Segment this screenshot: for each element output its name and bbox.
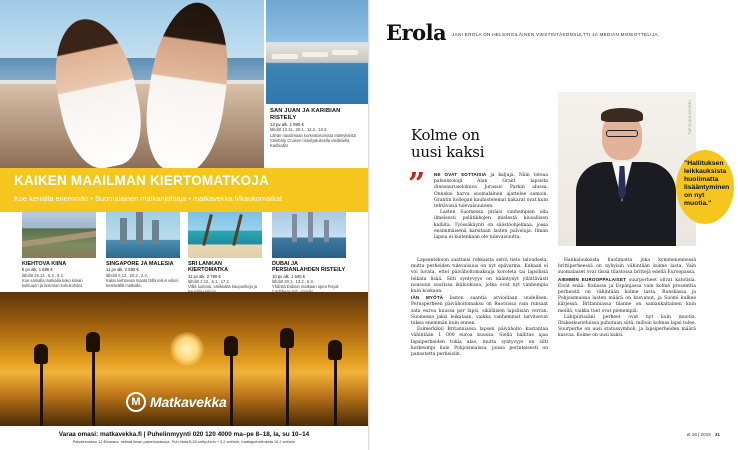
- photo-credit: TAPIO AULAVUORI: [688, 100, 692, 135]
- destination-price: 11 pv alk. 2 590 €: [106, 267, 139, 273]
- cruise-price: 13 pv alk. 1 995 €: [270, 122, 304, 128]
- article-column-left: [411, 258, 548, 358]
- destination-card-singapore: [106, 212, 180, 288]
- deck-lounger: [302, 52, 328, 57]
- cruise-title: SAN JUAN JA KARIBIAN RISTEILY: [270, 108, 341, 121]
- paragraph: suurperheet olivat katolisia. Eivät enää. Italiassa ja Espanjassa vain kolme prosenttia perheistä on vähintään kolme lasta. Ranskassa ja Pohjoismaissa lasten määrä on kasvanut, ja Suomi kulkee kärjessä. Britanniassa tilanne on samankaltainen kuin meillä, vaikka tuet ovat pienempiä.: [558, 277, 696, 314]
- destination-card-china: [22, 212, 96, 288]
- destination-dates: lähdöt 5.12., 20.2., 2.4.: [106, 272, 148, 278]
- pull-quote-bubble: [676, 150, 734, 224]
- page-number: 31: [714, 432, 720, 437]
- cruise-description: Lähde nauttimaan korkeatasoisista elämyksistä Celebrity Cruisen risteilyaluksella eteläisellä Karibialla!: [270, 132, 356, 148]
- brand-name: Matkavekka: [150, 394, 227, 410]
- deck-lounger: [332, 50, 358, 55]
- cruise-dates: lähdöt 13.11., 20.1., 12.2., 18.3.: [270, 127, 328, 133]
- destination-name: SRI LANKAN KIERTOMATKA: [188, 261, 229, 274]
- destination-list: [22, 212, 360, 292]
- headline-line: uusi kaksi: [411, 143, 485, 161]
- booking-contact: [0, 430, 368, 450]
- travel-advertisement: [0, 0, 368, 450]
- destination-dates: lähdöt 26.12., 5.3., 9.4.: [22, 272, 64, 278]
- fisherman-silhouette: [280, 328, 294, 348]
- destination-description: Villiä luontoa, värikkäitä kaupunkeja ja: [188, 284, 258, 290]
- paragraph: Lapsentekoon saattaisi rohkaista selvä tieto taloudesta, mutta perheiden tulevaisuus on nyt epävarma. Kukaan ei voi luvata, ettei päivähoitomaksuja koroteta tai lapsilisiä leikata lisää. Silti syntyvyys on kääntynyt yllättävästi nousuun suurissa ikäluokissa, jotka ovat nyt vanhempia kuin koskaan.: [411, 258, 548, 295]
- paragraph: Hankaluuksista huolimatta joka kymmenennessä brittiperheessä on nykyisin vähintään kolme lasta. Vain suomalaiset ovat tässä tilastossa brittejä edellä Euroopassa.: [558, 258, 696, 276]
- paragraph: Lähipiirissäni perheet ovat nyt kuin muotia. Iltakeskusteluissa puhutaan siitä, milloin kolmas lapsi tulee. Suurperhe on uusi statussymboli, ja lapsiperheiden määrä kasvaa. Kolme on uusi kaksi.: [558, 314, 696, 339]
- quote-mark-icon: ”: [408, 167, 426, 202]
- destination-description: Koe samalla matkalla koko kiinan kulttuurin ja historian kohokohdat.: [22, 277, 83, 288]
- headline-line: Kolme on: [411, 126, 480, 144]
- destination-description: Yhdistä Dubain matkaan upea Royal: [272, 284, 339, 290]
- paragraph: lasten saantia arvioidaan uudelleen. Perusperheen päivähoitomaksu on Ruotsissa vain runsaat sata euroa kuussa per lapsi, sikäläisen lapsilisän verran. Suomessa jaksi leikataan, vaikka vanhemmat tarvitsevat tukea enemmän kuin ennen.: [411, 296, 548, 327]
- article-column-right: [558, 258, 696, 340]
- destination-description: Kaksi kiehtovaa maata tällä reilun viikon kestävällä matkalla.: [106, 277, 179, 288]
- article-headline: [411, 127, 551, 161]
- singapore-photo: [106, 212, 180, 258]
- china-photo: [22, 212, 96, 258]
- brand-glyph: M: [126, 392, 146, 412]
- destination-price: 9 pv alk. 1 695 €: [22, 267, 53, 273]
- paragraph-lead: AIEMMIN EUROOPPALAISET: [558, 276, 627, 282]
- matkavekka-logo: [126, 392, 227, 412]
- fisherman-silhouette: [328, 340, 342, 360]
- paragraph: ja kaljuja. Näin toteaa paleontologi Alan Grant lapsista dinosauruselokuva Jurassic Parkin alussa. Onneksi harva suomalainen ajattelee samoin. Grantin kollegan kauhistelemat kakarat ovat kuin tehtävissä tulevaisuuteen.: [434, 173, 548, 210]
- fisherman-silhouette: [224, 336, 238, 356]
- hero-photo-cruise-women: [0, 0, 264, 168]
- fisherman-silhouette: [86, 332, 100, 352]
- paragraph: Lasten Suomessa pitäisi vanhempien olla ilmeisesti poliitikkojen mielestä kiusallisen kalliita. Työssäkäynti on säästöohjelmaa, jossa ensimmäisenä karsitaan lasten palveluja. Ilman lapsia ei kuitenkaan ole tulevaisuutta.: [434, 210, 548, 241]
- paragraph: Esimerkiksi Britanniassa lapsen päivähoito kustantaa vähintään 1 000 euroa kuussa. Siellä hallitus ajaa lapsiperheiden tukia alas, mutta syntyvyys on silti korkeampi kuin Pohjoismaissa, joissa perinteisesti on panostettu perheisiin.: [411, 327, 548, 358]
- magazine-issue: et 16 | 2015: [686, 432, 711, 437]
- sunset-sun: [170, 332, 204, 366]
- destination-card-sri-lanka: [188, 212, 262, 294]
- column-name: Erola: [386, 20, 447, 45]
- paragraph-lead: NE OVAT SOTTAISIA: [434, 172, 487, 177]
- cruise-deck-photo: [266, 0, 368, 104]
- sri-lanka-photo: [188, 212, 262, 258]
- destination-card-dubai: [272, 212, 346, 294]
- paragraph-lead: IÄN MYÖTÄ: [411, 295, 444, 301]
- column-page: [370, 0, 738, 450]
- destination-dates: lähdöt 30.1., 13.2., 5.3.: [272, 279, 314, 285]
- columnist-portrait: [558, 92, 696, 246]
- deck-lounger: [272, 54, 298, 59]
- article-column-intro: [434, 172, 548, 241]
- destination-name: KIEHTOVA KIINA: [22, 261, 67, 267]
- banner-subtitle: Koe kerralla enemmän • Suomalainen matkanjohtaja • matkavekka.fi/kaukomatkat: [14, 194, 283, 203]
- destination-price: 10 pv alk. 1 645 €: [272, 273, 306, 279]
- fisherman-silhouette: [34, 344, 48, 364]
- cruise-offer: [270, 108, 366, 148]
- ad-banner: [0, 168, 368, 212]
- booking-line: Varaa omasi: matkavekka.fi | Puhelinmyynti 020 120 4000 ma–pe 8–18, la, su 10–14: [58, 431, 310, 438]
- destination-name: SINGAPORE JA MALESIA: [106, 261, 174, 267]
- booking-fine-print: Palvelumaksu 12 €/varaus, netistä ilman palvelumaksua. Puh.hinta 8,28 snt/puhelu + 3,2 snt/min, matkapuhelimesta 15,2 snt/min: [72, 439, 296, 444]
- destination-price: 11 pv alk. 2 780 €: [188, 273, 221, 279]
- pull-quote: "Hallituksen leikkauksista huolimatta lisääntyminen on nyt muotia.": [684, 160, 730, 207]
- banner-title: KAIKEN MAAILMAN KIERTOMATKOJA: [14, 173, 270, 188]
- destination-name: DUBAI JA PERSIANLAHDEN RISTEILY: [272, 261, 346, 274]
- destination-dates: lähdöt 2.12., 6.1., 17.2.: [188, 279, 230, 285]
- dubai-photo: [272, 212, 346, 258]
- page-folio: [687, 432, 720, 437]
- columnist-tagline: JANI EROLA ON HELSINGILÄINEN VIESTINTÄKONSULTTI JA MEDIAN MONIOTTELIJA.: [452, 32, 660, 37]
